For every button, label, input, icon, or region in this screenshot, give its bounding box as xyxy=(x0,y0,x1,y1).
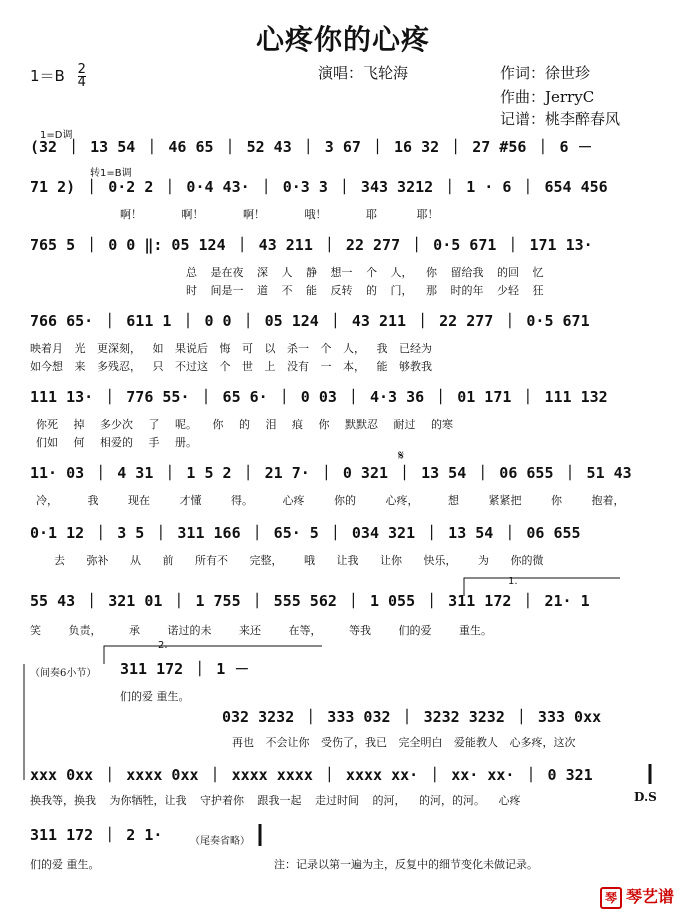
segno-mark: 𝄋 xyxy=(398,448,405,464)
outro-note: （尾奏省略） xyxy=(190,836,250,847)
lyric-line-4b: 如今想 来 多残忍， 只 不过这 个 世 上 没有 一 本， 能 够教我 xyxy=(30,360,432,373)
notation-line-1: (32 ｜ 13 54 ｜ 46 65 ｜ 52 43 ｜ 3 67 ｜ 16 32 ｜ 27 #56 ｜ 6 － xyxy=(30,138,593,156)
lyric-line-10: 再也 不会让你 受伤了，我已 完全明白 爱能教人 心多疼，这次 xyxy=(232,736,576,749)
key-signature xyxy=(30,64,86,89)
notation-line-2: 71 2) ｜ 0·2 2 ｜ 0·4 43· ｜ 0·3 3 ｜ 343 3212 ｜ 1 · 6 ｜ 654 456 xyxy=(30,178,608,196)
lyric-line-9: 们的爱 重生。 xyxy=(120,690,190,703)
lyric-line-3b: 时 间是一 道 不 能 反转 的 门， 那 时的年 少轻 狂 xyxy=(186,284,544,297)
notation-line-9: 311 172 ｜ 1 － xyxy=(120,660,250,678)
notation-line-10: 032 3232 ｜ 333 032 ｜ 3232 3232 ｜ 333 0xx xyxy=(222,708,602,726)
key-label: 1＝B xyxy=(30,67,65,85)
time-sig-bottom: 4 xyxy=(77,75,86,90)
interlude-note: （间奏6小节） xyxy=(30,668,97,679)
lyric-line-7: 去 弥补 从 前 所有不 完整， 哦 让我 让你 快乐， 为 你的微 xyxy=(54,554,544,567)
lyric-line-8: 笑 负责， 承 诺过的未 来还 在等， 等我 们的爱 重生。 xyxy=(30,624,492,637)
lyric-line-3a: 总 是在夜 深 人 静 想一 个 人， 你 留给我 的回 忆 xyxy=(186,266,544,279)
key-change-mark: 转1=B调 xyxy=(90,168,132,179)
notation-line-8: 55 43 ｜ 321 01 ｜ 1 755 ｜ 555 562 ｜ 1 055 ｜ 311 172 ｜ 21· 1 xyxy=(30,592,590,610)
score-title: 心疼你的心疼 xyxy=(255,23,430,56)
lyricist-credit: 作词：徐世珍 xyxy=(500,64,591,82)
lyric-line-4a: 映着月 光 更深刻， 如 果说后 悔 可 以 杀一 个 人， 我 已经为 xyxy=(30,342,432,355)
notation-line-3: 765 5 ｜ 0 0 ‖: 05 124 ｜ 43 211 ｜ 22 277 ｜ 0·5 671 ｜ 171 13· xyxy=(30,236,593,254)
lyric-line-2: 啊！ 啊！ 啊！ 哦！ 耶 耶！ xyxy=(120,208,439,221)
notation-line-4: 766 65· ｜ 611 1 ｜ 0 0 ｜ 05 124 ｜ 43 211 ｜ 22 277 ｜ 0·5 671 xyxy=(30,312,590,330)
notation-line-6: 11· 03 ｜ 4 31 ｜ 1 5 2 ｜ 21 7· ｜ 0 321 ｜ 13 54 ｜ 06 655 ｜ 51 43 xyxy=(30,464,632,482)
transcriber-credit: 记谱：桃李醉春风 xyxy=(500,110,621,128)
logo-text: 琴艺谱 xyxy=(626,887,675,906)
lyric-line-5a: 你死 掉 多少次 了 呢。 你 的 泪 痕 你 默默忍 耐过 的寒 xyxy=(36,418,453,431)
singer-credit: 演唱：飞轮海 xyxy=(318,64,409,82)
composer-credit: 作曲：JerryC xyxy=(500,88,595,106)
ending1-mark: 1. xyxy=(508,576,518,587)
notation-line-12: 311 172 ｜ 2 1· xyxy=(30,826,163,844)
lyric-line-5b: 们如 何 相爱的 手 册。 xyxy=(36,436,197,449)
lyric-line-12: 们的爱 重生。 xyxy=(30,858,100,871)
footnote: 注：记录以第一遍为主，反复中的细节变化未做记录。 xyxy=(274,858,538,871)
logo-icon: 琴 xyxy=(600,887,622,909)
key-d-mark: 1=D调 xyxy=(40,130,73,141)
time-sig-top: 2 xyxy=(77,62,86,77)
site-logo xyxy=(600,884,674,909)
lyric-line-6: 冷， 我 现在 才懂 得。 心疼 你的 心疼， 想 紧紧把 你 抱着， xyxy=(36,494,625,507)
notation-line-7: 0·1 12 ｜ 3 5 ｜ 311 166 ｜ 65· 5 ｜ 034 321 ｜ 13 54 ｜ 06 655 xyxy=(30,524,581,542)
notation-line-11: xxx 0xx ｜ xxxx 0xx ｜ xxxx xxxx ｜ xxxx xx· ｜ xx· xx· ｜ 0 321 xyxy=(30,766,593,784)
ds-mark: D.S xyxy=(634,790,657,804)
ending2-mark: 2. xyxy=(158,640,168,651)
notation-line-5: 111 13· ｜ 776 55· ｜ 65 6· ｜ 0 03 ｜ 4·3 36 ｜ 01 171 ｜ 111 132 xyxy=(30,388,608,406)
lyric-line-11: 换我等，换我 为你牺牲，让我 守护着你 跟我一起 走过时间 的河， 的河，的河。 心疼 xyxy=(30,794,521,807)
time-signature xyxy=(78,64,86,89)
